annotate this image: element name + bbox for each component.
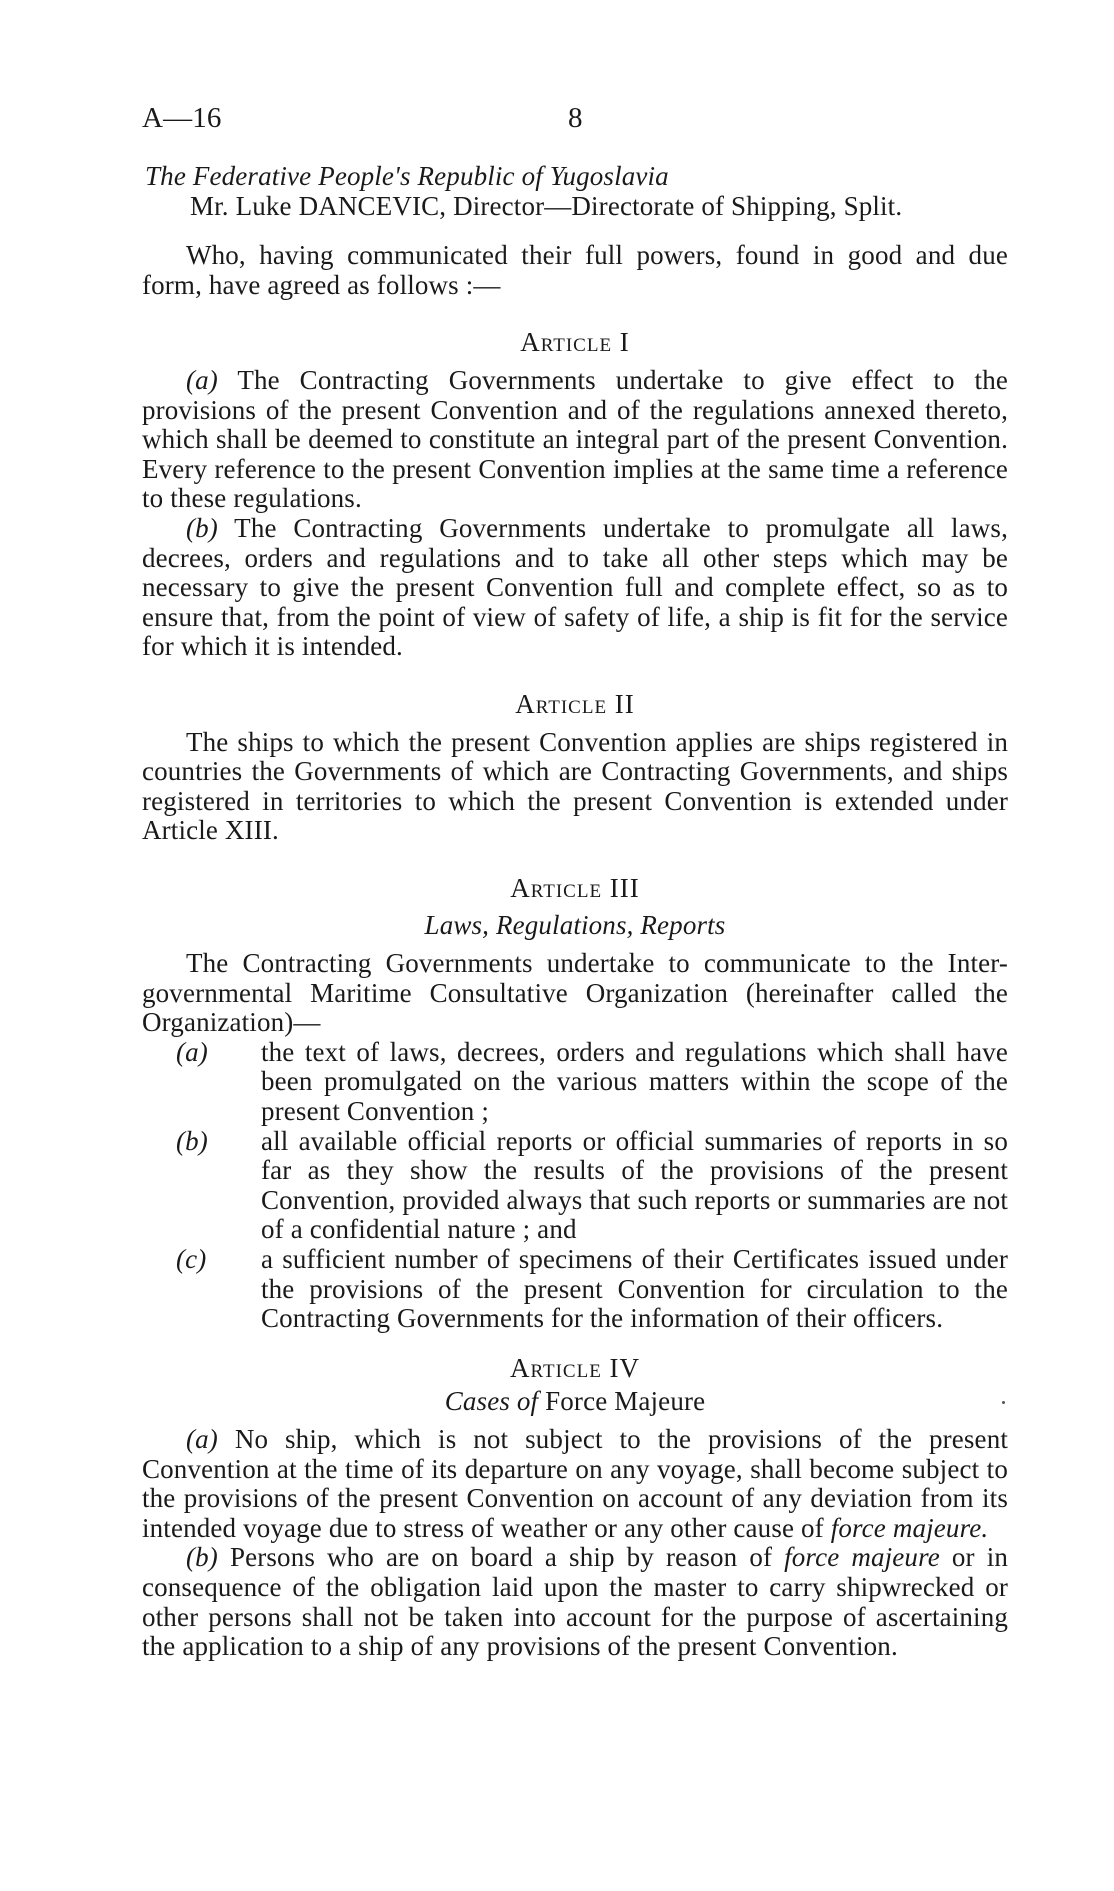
- italic-term: force majeure.: [830, 1512, 989, 1543]
- article-1-paragraph-a: [142, 366, 1008, 514]
- page-number: 8: [568, 102, 583, 134]
- article-3-intro: The Contracting Governments undertake to communicate to the Inter-governmental Maritime Consultative Organization (hereinafter called the Organization)—: [142, 948, 1008, 1038]
- article-4-heading: Article IV: [509, 1352, 641, 1383]
- list-item: [142, 1038, 1008, 1127]
- list-item-label: (a): [176, 1036, 208, 1067]
- paragraph-label: (a): [186, 364, 218, 395]
- article-2-heading: Article II: [515, 688, 635, 719]
- delegation-country: The Federative People's Republic of Yugoslavia: [145, 161, 669, 191]
- paragraph-label: (b): [186, 512, 218, 543]
- paragraph-label: (b): [186, 1542, 218, 1573]
- list-item: [142, 1245, 1008, 1334]
- italic-term: force majeure: [784, 1542, 940, 1573]
- article-1-paragraph-b: [142, 514, 1008, 662]
- paragraph-text: The Contracting Governments undertake to promulgate all laws, decrees, orders and regulations and to take all other steps which may be necessary to give the present Convention full and complete effect, so as to ensure that, from the point of view of safety of life, a ship is fit for the service for which it is intended.: [142, 512, 1008, 662]
- article-3-subtitle: Laws, Regulations, Reports: [424, 910, 726, 941]
- article-2-text: The ships to which the present Convention applies are ships registered in countries the Governments of which are Contracting Governments, and ships registered in territories to which the present Convention is extended under Article XIII.: [142, 726, 1008, 846]
- article-4-paragraph-a: [142, 1425, 1008, 1543]
- paragraph-label: (a): [186, 1423, 218, 1454]
- paragraph-text: or in consequence of the obligation laid upon the master to carry shipwrecked or other persons shall not be taken into account for the purpose of ascertaining the application to a ship of any provisions of the present Convention.: [142, 1542, 1008, 1662]
- list-item: [142, 1127, 1008, 1245]
- article-4-paragraph-b: [142, 1543, 1008, 1661]
- list-item-text: a sufficient number of specimens of their Certificates issued under the provisions of the present Convention for circulation to the Contracting Governments for the information of their officers.: [261, 1244, 1008, 1334]
- paragraph-text: The Contracting Governments undertake to give effect to the provisions of the present Convention and of the regulations annexed thereto, which shall be deemed to constitute an integral part of the present Convention. Every reference to the present Convention implies at the same time a reference to these regulations.: [142, 364, 1008, 514]
- article-3-heading: Article III: [510, 872, 640, 903]
- list-item-label: (c): [176, 1244, 207, 1274]
- article-3-list: [142, 1038, 1008, 1334]
- list-item-text: all available official reports or official summaries of reports in so far as they show the results of the provisions of the present Convention, provided always that such reports or summaries are not of a confidential nature ; and: [261, 1125, 1008, 1245]
- preamble: Who, having communicated their full powers, found in good and due form, have agreed as follows :—: [142, 240, 1008, 300]
- document-page: [142, 100, 1008, 1662]
- list-item-text: the text of laws, decrees, orders and regulations which shall have been promulgated on the various matters within the scope of the present Convention ;: [261, 1036, 1008, 1127]
- paragraph-text: No ship, which is not subject to the provisions of the present Convention at the time of its departure on any voyage, shall become subject to the provisions of the present Convention on account of any deviation from its intended voyage due to stress of weather or any other cause of: [142, 1423, 1008, 1543]
- list-item-label: (b): [176, 1125, 208, 1156]
- article-4-subtitle: Cases of Force Majeure: [142, 1387, 1008, 1417]
- delegate-name: Mr. Luke DANCEVIC, Director—Directorate of Shipping, Split.: [190, 190, 903, 221]
- paragraph-text: Persons who are on board a ship by reason of: [217, 1542, 785, 1573]
- page-header: [142, 100, 1008, 140]
- scan-artifact: [1002, 1401, 1005, 1404]
- document-reference: A—16: [142, 102, 222, 134]
- article-1-heading: Article I: [520, 327, 630, 358]
